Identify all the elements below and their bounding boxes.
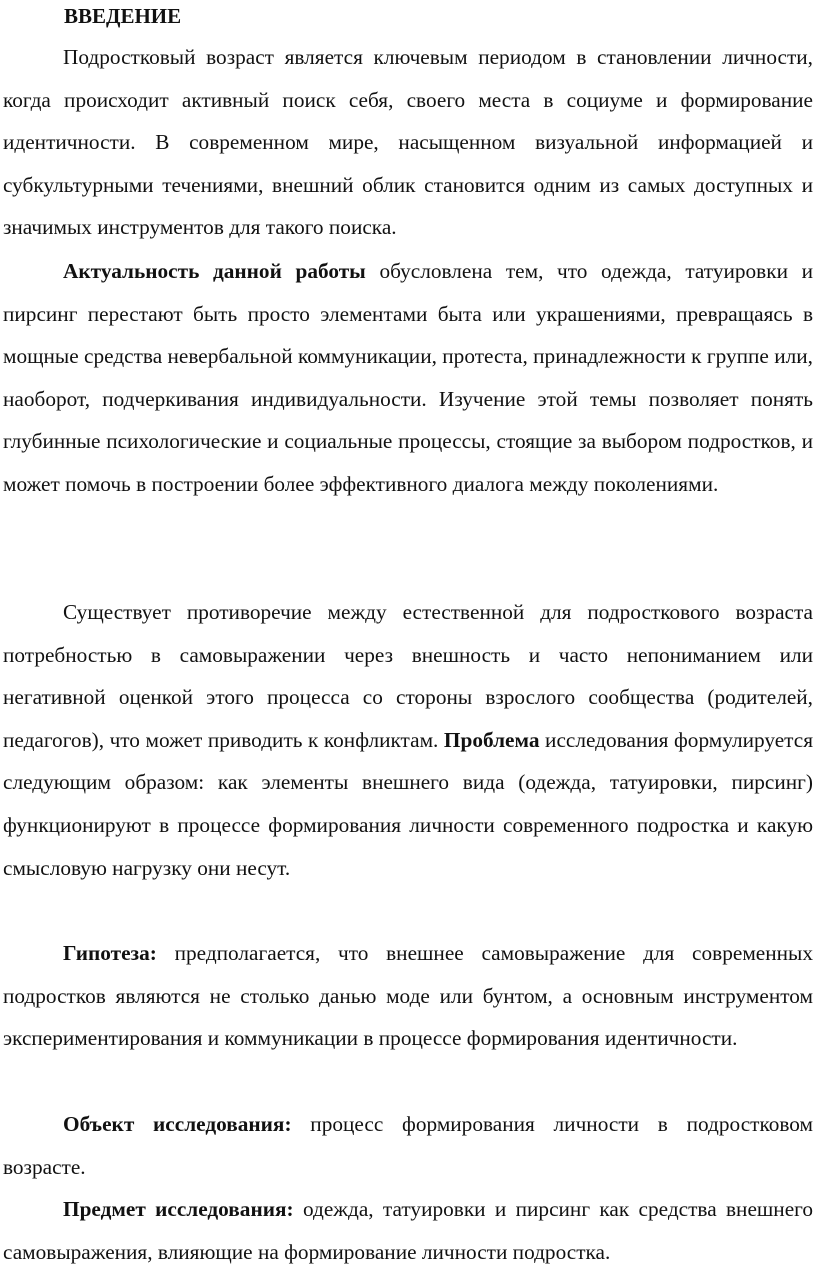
subject-label: Предмет исследования:: [63, 1197, 294, 1221]
object-text: процесс формирования личности в подростковом возрасте.: [3, 1112, 813, 1179]
problem-paragraph: [3, 591, 813, 889]
subject-text: одежда, татуировки и пирсинг как средства внешнего самовыражения, влияющие на формирование личности подростка.: [3, 1197, 813, 1264]
hypothesis-paragraph: [3, 932, 813, 1060]
problem-text-after: исследования формулируется следующим образом: как элементы внешнего вида (одежда, татуировки, пирсинг) функционируют в процессе формирования личности современного подростка и какую смысловую нагрузку они несут.: [3, 727, 813, 880]
intro-text: Подростковый возраст является ключевым периодом в становлении личности, когда происходит активный поиск себя, своего места в социуме и формирование идентичности. В современном мире, насыщенном визуальной информацией и субкультурными течениями, внешний облик становится одним из самых доступных и значимых инструментов для такого поиска.: [3, 45, 813, 240]
subject-paragraph: [3, 1188, 813, 1273]
hypothesis-label: Гипотеза:: [63, 941, 157, 965]
object-paragraph: [3, 1103, 813, 1188]
intro-paragraph: [3, 36, 813, 249]
relevance-text: обусловлена тем, что одежда, татуировки и пирсинг перестают быть просто элементами быта или украшениями, превращаясь в мощные средства невербальной коммуникации, протеста, принадлежности к группе или, наоборот, подчеркивания индивидуальности. Изучение этой темы позволяет понять глубинные психологические и социальные процессы, стоящие за выбором подростков, и может помочь в построении более эффективного диалога между поколениями.: [3, 259, 813, 496]
problem-label: Проблема: [443, 727, 540, 752]
relevance-paragraph: [3, 250, 813, 506]
hypothesis-text: предполагается, что внешнее самовыражение для современных подростков являются не столько данью моде или бунтом, а основным инструментом экспериментирования и коммуникации в процессе формирования идентичности.: [3, 941, 813, 1051]
relevance-label: Актуальность данной работы: [63, 259, 366, 283]
section-heading: ВВЕДЕНИЕ: [64, 4, 182, 28]
problem-text-before: Существует противоречие между естественной для подросткового возраста потребностью в самовыражении через внешность и часто непониманием или негативной оценкой этого процесса со стороны взрослого сообщества (родителей, педагогов), что может приводить к конфликтам.: [3, 600, 813, 752]
object-label: Объект исследования:: [63, 1112, 292, 1136]
